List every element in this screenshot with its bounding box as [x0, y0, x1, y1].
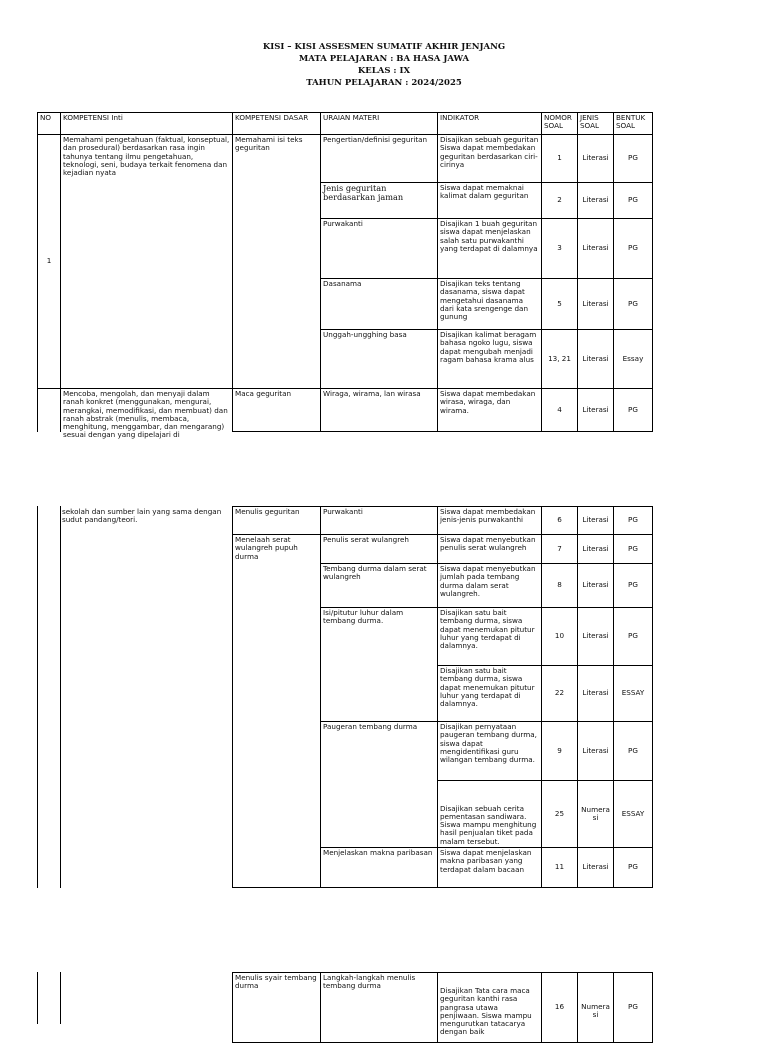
- table-header-row: [38, 113, 653, 135]
- kompetensi-dasar: Menulis syair tembang durma: [233, 973, 321, 1043]
- indikator: Siswa dapat membedakan jenis-jenis purwakanthi: [438, 507, 542, 535]
- indikator: Siswa dapat menyebutkan jumlah pada tembang durma dalam serat wulangreh.: [438, 564, 542, 608]
- page-border-left: [37, 972, 38, 1024]
- jenis-soal: Literasi: [578, 608, 614, 666]
- col-header: INDIKATOR: [438, 113, 542, 135]
- kompetensi-dasar: Menulis geguritan: [233, 507, 321, 535]
- indikator: Disajikan satu bait tembang durma, siswa dapat menemukan pitutur luhur yang terdapat di dalamnya.: [438, 666, 542, 722]
- uraian-materi: Wiraga, wirama, lan wirasa: [321, 389, 438, 432]
- jenis-soal: Literasi: [578, 330, 614, 389]
- col-header: NOMOR SOAL: [542, 113, 578, 135]
- indikator: Siswa dapat menjelaskan makna paribasan yang terdapat dalam bacaan: [438, 848, 542, 888]
- col-header: URAIAN MATERI: [321, 113, 438, 135]
- uraian-materi: Unggah-ungghing basa: [321, 330, 438, 389]
- table-row: [233, 535, 653, 564]
- uraian-materi: Menjelaskan makna paribasan: [321, 848, 438, 888]
- indikator: Siswa dapat menyebutkan penulis serat wulangreh: [438, 535, 542, 564]
- kisi-table-part2: [232, 506, 653, 888]
- indikator: Disajikan sebuah geguritan Siswa dapat membedakan geguritan berdasarkan ciri-cirinya: [438, 135, 542, 183]
- nomor-soal: 7: [542, 535, 578, 564]
- bentuk-soal: PG: [614, 564, 653, 608]
- bentuk-soal: PG: [614, 389, 653, 432]
- jenis-soal: Literasi: [578, 722, 614, 781]
- kompetensi-dasar: Menelaah serat wulangreh pupuh durma: [233, 535, 321, 888]
- nomor-soal: 8: [542, 564, 578, 608]
- bentuk-soal: PG: [614, 219, 653, 279]
- nomor-soal: 6: [542, 507, 578, 535]
- kompetensi-dasar: Maca geguritan: [233, 389, 321, 432]
- uraian-materi: Penulis serat wulangreh: [321, 535, 438, 564]
- column-divider: [60, 972, 61, 1024]
- bentuk-soal: Essay: [614, 330, 653, 389]
- table-row: [38, 135, 653, 183]
- bentuk-soal: PG: [614, 183, 653, 219]
- bentuk-soal: PG: [614, 279, 653, 330]
- kompetensi-inti-text: Mencoba, mengolah, dan menyaji dalam ranah konkret (menggunakan, mengurai, merangkai, memodifikasi, dan membuat) dan ranah abstrak (menulis, membaca, menghitung, menggambar, dan mengarang) sesuai dengan yang dipelajari di: [63, 389, 228, 440]
- indikator: Disajikan teks tentang dasanama, siswa dapat mengetahui dasanama dari kata srengenge dan gunung: [438, 279, 542, 330]
- nomor-soal: 16: [542, 973, 578, 1043]
- uraian-materi: Purwakanti: [321, 507, 438, 535]
- jenis-soal: Literasi: [578, 848, 614, 888]
- nomor-soal: 25: [542, 781, 578, 848]
- doc-class: KELAS : IX: [357, 66, 411, 76]
- kompetensi-dasar: Memahami isi teks geguritan: [233, 135, 321, 389]
- table-row: [38, 389, 653, 432]
- indikator: Siswa dapat memaknai kalimat dalam geguritan: [438, 183, 542, 219]
- col-header: BENTUK SOAL: [614, 113, 653, 135]
- jenis-soal: Literasi: [578, 219, 614, 279]
- kompetensi-inti: Memahami pengetahuan (faktual, konseptual, dan prosedural) berdasarkan rasa ingin tahunya tentang ilmu pengetahuan, teknologi, seni, budaya terkait fenomena dan kejadian nyata: [61, 135, 233, 389]
- uraian-materi: [321, 781, 438, 848]
- kisi-table-part3: [232, 972, 653, 1043]
- nomor-soal: 4: [542, 389, 578, 432]
- indikator: Disajikan sebuah cerita pementasan sandiwara. Siswa mampu menghitung hasil penjualan tiket pada malam tersebut.: [438, 781, 542, 848]
- bentuk-soal: PG: [614, 608, 653, 666]
- jenis-soal: Literasi: [578, 564, 614, 608]
- jenis-soal: Literasi: [578, 183, 614, 219]
- nomor-soal: 13, 21: [542, 330, 578, 389]
- column-divider: [60, 506, 61, 888]
- nomor-soal: 11: [542, 848, 578, 888]
- jenis-soal: Literasi: [578, 507, 614, 535]
- indikator: Disajikan satu bait tembang durma, siswa dapat menemukan pitutur luhur yang terdapat di dalamnya.: [438, 608, 542, 666]
- bentuk-soal: ESSAY: [614, 781, 653, 848]
- uraian-materi: Dasanama: [321, 279, 438, 330]
- indikator-text: Disajikan Tata cara maca geguritan kanthi rasa pangrasa utawa penjiwaan. Siswa mampu mengurutkan tatacarya dengan baik: [440, 986, 532, 1037]
- bentuk-soal: PG: [614, 848, 653, 888]
- indikator: Disajikan pernyataan paugeran tembang durma, siswa dapat mengidentifikasi guru wilangan tembang durma.: [438, 722, 542, 781]
- bentuk-soal: ESSAY: [614, 666, 653, 722]
- indikator: Disajikan 1 buah geguritan siswa dapat menjelaskan salah satu purwakanthi yang terdapat di dalamnya: [438, 219, 542, 279]
- uraian-materi: Paugeran tembang durma: [321, 722, 438, 781]
- bentuk-soal: PG: [614, 722, 653, 781]
- nomor-soal: 2: [542, 183, 578, 219]
- nomor-soal: 5: [542, 279, 578, 330]
- bentuk-soal: PG: [614, 973, 653, 1043]
- nomor-soal: 1: [542, 135, 578, 183]
- col-header: NO: [38, 113, 61, 135]
- jenis-soal: Literasi: [578, 389, 614, 432]
- page-border-left: [37, 506, 38, 888]
- uraian-materi: [321, 666, 438, 722]
- col-header: JENIS SOAL: [578, 113, 614, 135]
- uraian-materi: Isi/pitutur luhur dalam tembang durma.: [321, 608, 438, 666]
- jenis-soal: Literasi: [578, 666, 614, 722]
- jenis-soal: Numerasi: [578, 781, 614, 848]
- kompetensi-inti-continued: sekolah dan sumber lain yang sama dengan sudut pandang/teori.: [62, 507, 222, 525]
- uraian-materi: Tembang durma dalam serat wulangreh: [321, 564, 438, 608]
- bentuk-soal: PG: [614, 535, 653, 564]
- table-row: [233, 507, 653, 535]
- jenis-soal: Literasi: [578, 535, 614, 564]
- uraian-materi: Langkah-langkah menulis tembang durma: [321, 973, 438, 1043]
- row-number-empty: [38, 389, 61, 432]
- doc-year: TAHUN PELAJARAN : 2024/2025: [306, 78, 462, 88]
- jenis-soal: Literasi: [578, 279, 614, 330]
- nomor-soal: 10: [542, 608, 578, 666]
- indikator: [438, 973, 542, 1043]
- table-row: [233, 973, 653, 1043]
- col-header: KOMPETENSI DASAR: [233, 113, 321, 135]
- doc-subject: MATA PELAJARAN : BA HASA JAWA: [298, 54, 470, 64]
- indikator: Siswa dapat membedakan wirasa, wiraga, dan wirama.: [438, 389, 542, 432]
- row-number: 1: [38, 135, 61, 389]
- kompetensi-inti: [61, 389, 233, 440]
- nomor-soal: 3: [542, 219, 578, 279]
- col-header: KOMPETENSI Inti: [61, 113, 233, 135]
- uraian-materi: Purwakanti: [321, 219, 438, 279]
- indikator: Disajikan kalimat beragam bahasa ngoko lugu, siswa dapat mengubah menjadi ragam bahasa krama alus: [438, 330, 542, 389]
- bentuk-soal: PG: [614, 507, 653, 535]
- doc-title: KISI – KISI ASSESMEN SUMATIF AKHIR JENJANG: [262, 42, 506, 52]
- jenis-soal: Numerasi: [578, 973, 614, 1043]
- bentuk-soal: PG: [614, 135, 653, 183]
- uraian-materi: Pengertian/definisi geguritan: [321, 135, 438, 183]
- nomor-soal: 9: [542, 722, 578, 781]
- uraian-materi: Jenis geguritan berdasarkan jaman: [321, 183, 438, 219]
- kisi-table-part1: [37, 112, 653, 440]
- nomor-soal: 22: [542, 666, 578, 722]
- jenis-soal: Literasi: [578, 135, 614, 183]
